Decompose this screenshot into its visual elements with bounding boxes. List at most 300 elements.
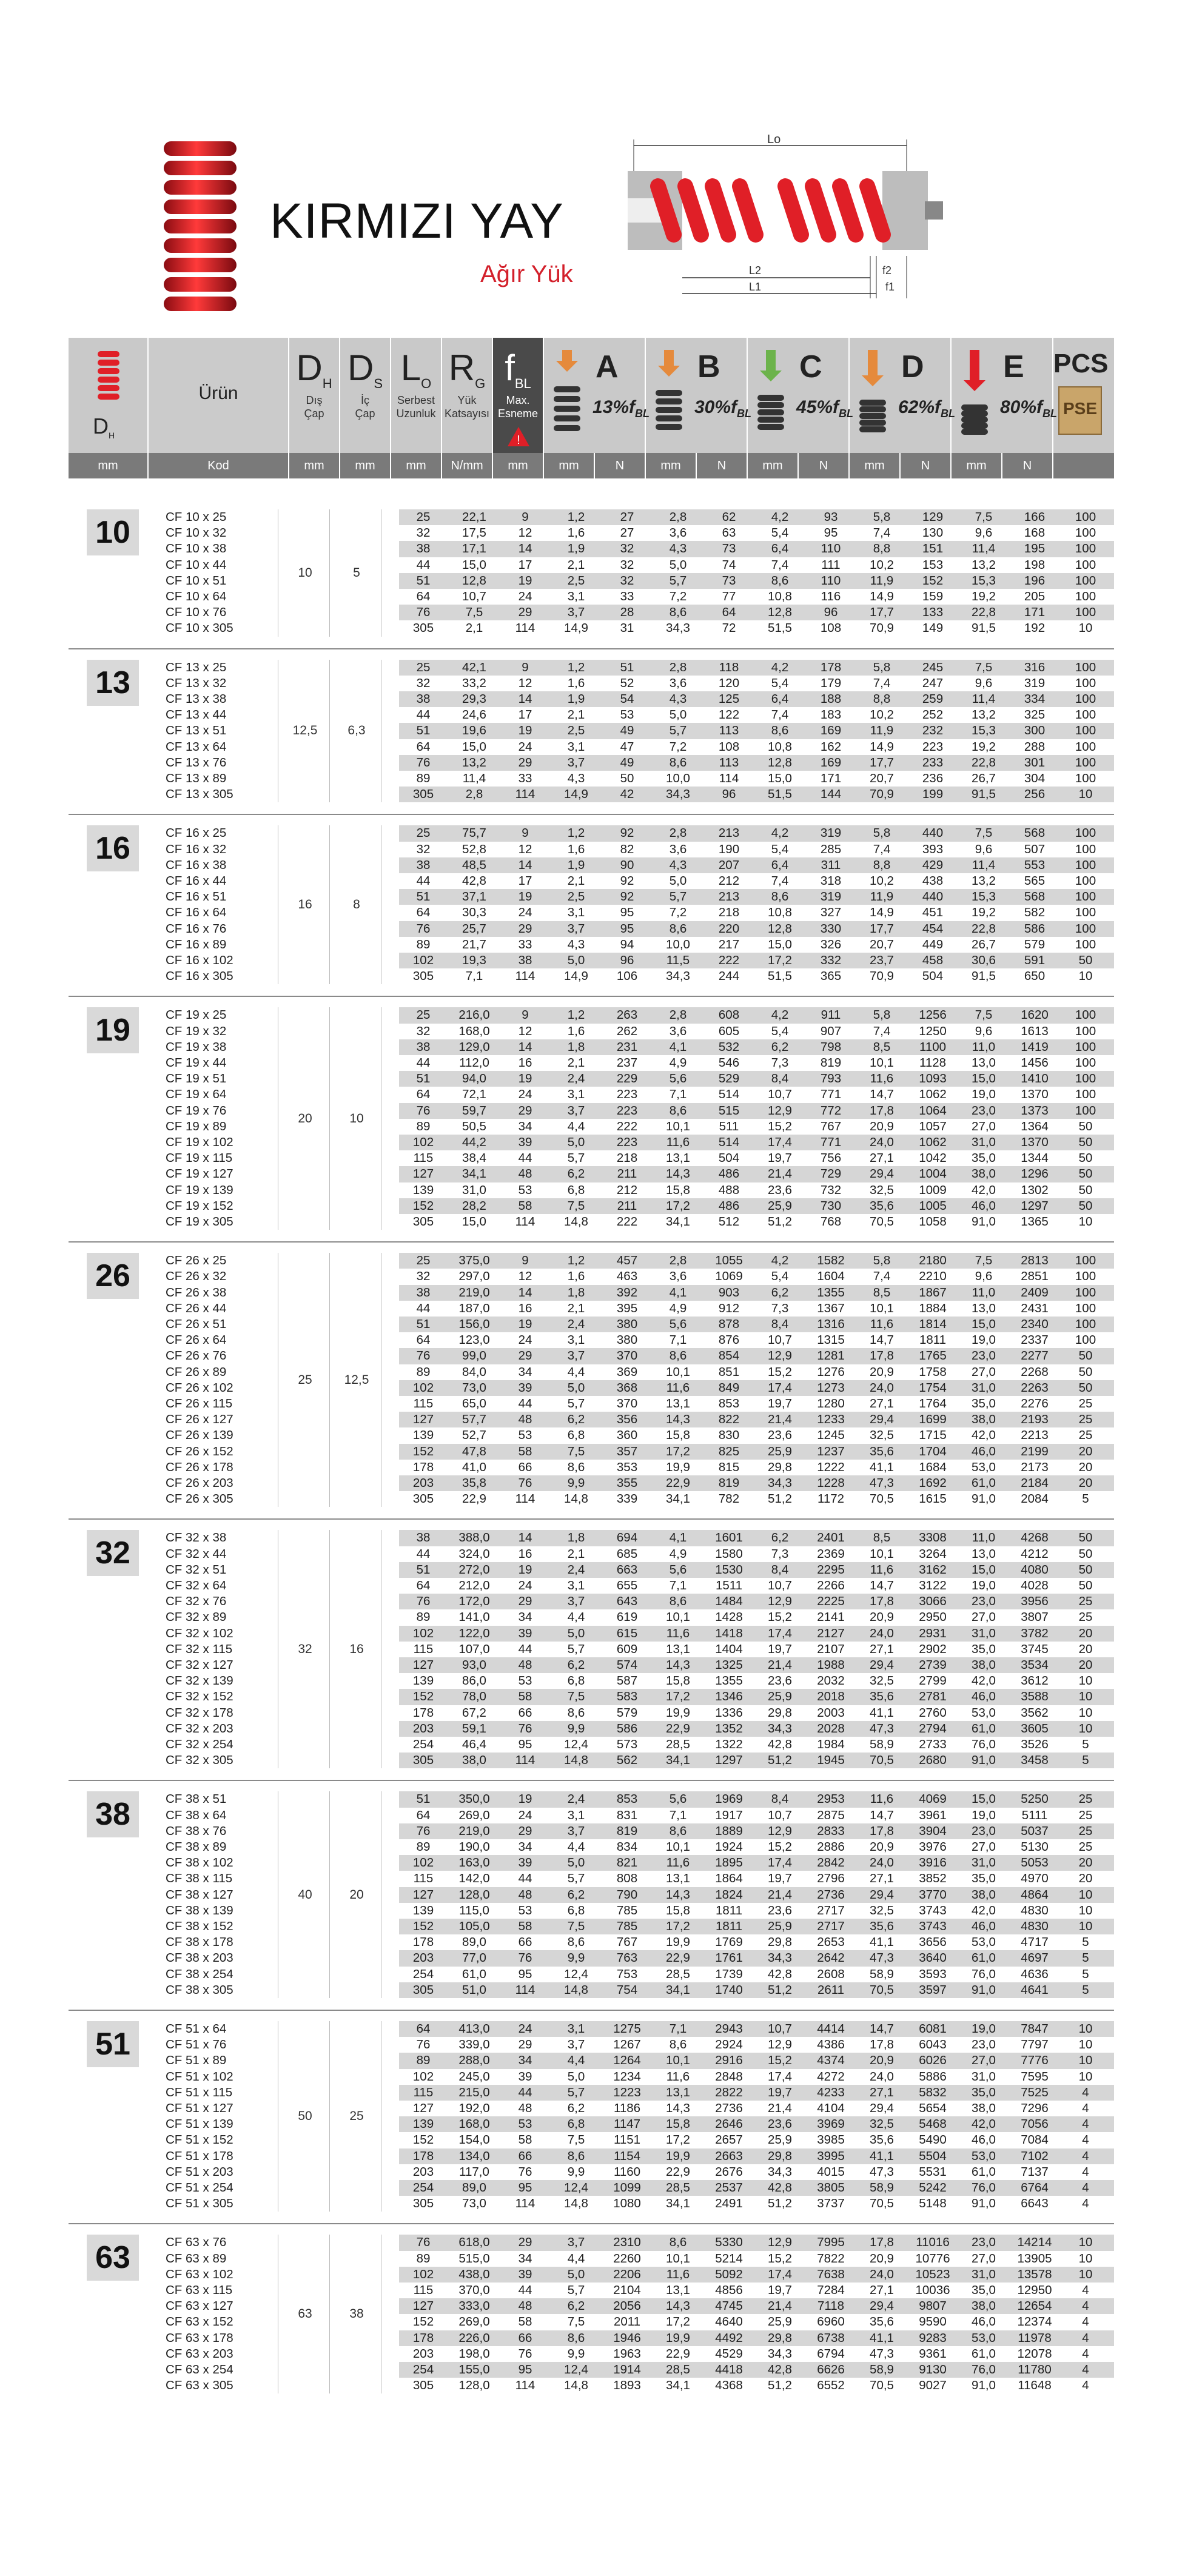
table-cell: 74: [722, 557, 736, 572]
table-cell: 15,3: [972, 573, 996, 588]
table-cell: 5: [1082, 1492, 1089, 1506]
table-cell: 198: [1024, 557, 1046, 572]
table-cell: 54: [620, 691, 634, 706]
table-cell: 10,0: [666, 937, 690, 951]
table-cell: 1917: [715, 1808, 743, 1822]
table-cell: 29,4: [870, 1887, 894, 1902]
table-cell: 380: [616, 1333, 638, 1347]
table-cell: 10,2: [870, 873, 894, 888]
table-row: [69, 1301, 1114, 1317]
table-cell: 9590: [919, 2315, 947, 2329]
table-cell: 262: [616, 1024, 638, 1038]
table-cell: 19,9: [666, 1935, 690, 1950]
table-cell: 77: [722, 589, 736, 603]
table-cell: 24,0: [870, 1135, 894, 1149]
table-cell: 4233: [817, 2085, 845, 2099]
table-cell: 20,7: [870, 771, 894, 785]
table-cell: 7,5: [567, 1689, 585, 1704]
table-cell: 76,0: [972, 2181, 996, 2195]
table-cell: 196: [1024, 573, 1046, 588]
table-cell: 17,7: [870, 755, 894, 770]
table-cell: 7,5: [975, 660, 993, 674]
table-cell: 46,0: [972, 1919, 996, 1933]
table-cell: 252: [922, 708, 944, 722]
table-row: [69, 1491, 1114, 1507]
table-cell: 29: [518, 1823, 532, 1838]
table-cell: 76: [416, 1103, 431, 1118]
table-cell: 106: [616, 969, 638, 984]
table-cell: 1,9: [567, 542, 585, 556]
table-cell: 5,0: [669, 873, 687, 888]
table-cell: 1154: [613, 2148, 641, 2163]
table-cell: 34,3: [768, 1951, 792, 1965]
table-cell: 44: [416, 1546, 431, 1561]
table-cell: 2,1: [567, 1546, 585, 1561]
table-cell: 24: [518, 589, 532, 603]
table-cell: 78,0: [462, 1689, 486, 1704]
table-cell: 4830: [1021, 1919, 1049, 1933]
table-cell: 89: [416, 1364, 431, 1379]
table-row: [69, 2069, 1114, 2085]
table-cell: 44: [518, 1151, 532, 1166]
unit-cell: mm: [340, 453, 391, 478]
table-cell: 4: [1082, 2101, 1089, 2115]
table-cell: 3,6: [669, 1269, 687, 1284]
table-cell: 7102: [1021, 2148, 1049, 2163]
table-cell: 2902: [919, 1642, 947, 1656]
table-cell: 10,1: [666, 1364, 690, 1379]
table-cell: 3743: [919, 1903, 947, 1917]
table-cell: 20,9: [870, 1839, 894, 1854]
unit-cell: mm: [391, 453, 442, 478]
table-cell: 14,3: [666, 1657, 690, 1672]
table-cell: 2184: [1021, 1475, 1049, 1490]
table-row: [69, 2085, 1114, 2101]
table-row: [69, 1285, 1114, 1301]
table-cell: 316: [1024, 660, 1046, 674]
table-cell: 21,4: [768, 2299, 792, 2313]
table-cell: 195: [1024, 542, 1046, 556]
table-cell: 11,9: [870, 723, 894, 738]
table-cell: 605: [718, 1024, 740, 1038]
table-cell: 297,0: [458, 1269, 490, 1284]
table-cell: 17,8: [870, 1594, 894, 1609]
product-code: CF 38 x 89: [166, 1839, 227, 1854]
table-cell: 100: [1075, 857, 1096, 872]
table-cell: 486: [718, 1167, 740, 1181]
table-cell: 110: [821, 542, 841, 556]
product-code: CF 19 x 115: [166, 1151, 233, 1166]
table-row: [69, 1737, 1114, 1753]
table-cell: 8,6: [567, 1935, 585, 1950]
table-cell: 4641: [1021, 1982, 1049, 1997]
table-cell: 95: [518, 1737, 532, 1751]
product-code: CF 26 x 38: [166, 1285, 227, 1300]
unit-cell: mm: [952, 453, 1002, 478]
table-cell: 15,0: [972, 1317, 996, 1331]
table-cell: 5,8: [873, 660, 891, 674]
table-cell: 3,7: [567, 1594, 585, 1609]
table-cell: 35,6: [870, 2133, 894, 2147]
inner-diameter-value: 10: [349, 1111, 364, 1125]
table-cell: 163,0: [458, 1856, 490, 1870]
table-cell: 4717: [1021, 1935, 1049, 1950]
table-cell: 114: [515, 1214, 535, 1229]
table-cell: 1004: [919, 1167, 947, 1181]
table-cell: 29: [518, 921, 532, 936]
table-cell: 5111: [1021, 1808, 1048, 1822]
table-cell: 4,9: [669, 1546, 687, 1561]
table-row: [69, 1705, 1114, 1721]
table-cell: 19,2: [972, 739, 996, 754]
table-cell: 254: [412, 2362, 434, 2376]
table-cell: 5,7: [567, 1871, 585, 1886]
table-cell: 10: [1078, 2053, 1093, 2068]
table-cell: 1,2: [567, 510, 585, 524]
product-code: CF 19 x 139: [166, 1182, 233, 1197]
table-cell: 95: [518, 1967, 532, 1981]
product-code: CF 38 x 127: [166, 1887, 233, 1902]
table-cell: 1367: [817, 1301, 845, 1315]
table-cell: 100: [1075, 573, 1096, 588]
table-cell: 7,3: [771, 1055, 789, 1070]
table-cell: 53: [518, 1182, 532, 1197]
table-cell: 8,6: [669, 2038, 687, 2052]
table-cell: 4,4: [567, 1610, 585, 1625]
table-cell: 162: [820, 739, 842, 754]
table-cell: 15,0: [462, 557, 486, 572]
table-cell: 159: [922, 589, 944, 603]
table-cell: 19: [518, 1792, 532, 1806]
table-cell: 5: [1082, 1951, 1089, 1965]
table-cell: 8,6: [669, 2235, 687, 2250]
product-code: CF 10 x 76: [166, 605, 227, 620]
table-cell: 20: [1078, 1871, 1093, 1886]
table-cell: 14,8: [564, 2378, 588, 2393]
table-cell: 152: [412, 2315, 434, 2329]
table-cell: 6,4: [771, 542, 789, 556]
table-cell: 1761: [715, 1951, 743, 1965]
table-cell: 1055: [715, 1253, 743, 1268]
table-cell: 2,1: [567, 873, 585, 888]
table-cell: 7084: [1021, 2133, 1049, 2147]
table-cell: 3,7: [567, 921, 585, 936]
table-cell: 2950: [919, 1610, 947, 1625]
table-cell: 7,4: [873, 1024, 891, 1038]
table-cell: 9: [522, 1253, 529, 1268]
table-cell: 2277: [1021, 1349, 1049, 1363]
product-code: CF 19 x 305: [166, 1214, 233, 1229]
table-cell: 5: [1082, 1737, 1089, 1751]
table-cell: 3162: [919, 1562, 947, 1577]
table-cell: 4,4: [567, 1364, 585, 1379]
group-size-label: 10: [87, 509, 139, 555]
table-cell: 11,5: [666, 953, 690, 967]
table-cell: 42,0: [972, 1674, 996, 1688]
table-cell: 12,9: [768, 1349, 792, 1363]
table-cell: 34,3: [666, 787, 690, 802]
table-cell: 333,0: [458, 2299, 490, 2313]
table-cell: 8,5: [873, 1531, 891, 1545]
product-code: CF 13 x 305: [166, 787, 233, 802]
table-cell: 8,5: [873, 1285, 891, 1300]
table-cell: 24,0: [870, 2267, 894, 2281]
table-cell: 10,2: [870, 557, 894, 572]
table-cell: 29,4: [870, 2101, 894, 2115]
table-cell: 11,4: [972, 542, 996, 556]
table-cell: 42,8: [768, 1967, 792, 1981]
table-cell: 13,2: [462, 755, 486, 770]
table-row: [69, 905, 1114, 921]
table-row: [69, 1039, 1114, 1055]
outer-diameter-value: 63: [298, 2307, 312, 2321]
table-cell: 5531: [919, 2164, 947, 2179]
pse-badge: PSE: [1058, 386, 1102, 435]
table-cell: 1172: [817, 1492, 845, 1506]
table-cell: 288: [1024, 739, 1046, 754]
product-code: CF 13 x 64: [166, 739, 227, 754]
table-cell: 586: [616, 1721, 638, 1736]
table-cell: 304: [1024, 771, 1046, 785]
table-cell: 12,9: [768, 1823, 792, 1838]
table-cell: 8,6: [567, 1460, 585, 1474]
product-code: CF 26 x 115: [166, 1396, 233, 1410]
table-cell: 7,4: [873, 1269, 891, 1284]
table-cell: 3,7: [567, 755, 585, 770]
table-cell: 22,9: [666, 2346, 690, 2361]
table-cell: 37,1: [462, 890, 486, 904]
table-cell: 4: [1082, 2085, 1089, 2099]
table-row: [69, 1269, 1114, 1284]
table-cell: 14,7: [870, 1333, 894, 1347]
table-cell: 27,0: [972, 2053, 996, 2068]
table-cell: 1,2: [567, 660, 585, 674]
table-cell: 11,9: [870, 890, 894, 904]
table-cell: 10,1: [666, 1839, 690, 1854]
table-cell: 11,6: [666, 2267, 690, 2281]
table-cell: 311: [821, 857, 841, 872]
table-cell: 14,3: [666, 2101, 690, 2115]
table-cell: 15,8: [666, 1428, 690, 1443]
table-cell: 134,0: [458, 2148, 490, 2163]
table-cell: 91,0: [972, 1982, 996, 1997]
table-cell: 34,1: [666, 1982, 690, 1997]
table-cell: 851: [718, 1364, 740, 1379]
table-cell: 5,0: [567, 2069, 585, 2084]
table-cell: 821: [616, 1856, 638, 1870]
inner-diameter-value: 6,3: [347, 723, 366, 738]
table-cell: 212: [616, 1182, 638, 1197]
product-code: CF 38 x 51: [166, 1792, 227, 1806]
table-cell: 2337: [1021, 1333, 1049, 1347]
table-cell: 51,5: [768, 969, 792, 984]
product-code: CF 51 x 305: [166, 2196, 233, 2211]
table-cell: 7,5: [567, 1919, 585, 1933]
table-cell: 4,4: [567, 2053, 585, 2068]
table-cell: 50: [1078, 1198, 1093, 1213]
table-cell: 1237: [817, 1444, 845, 1458]
table-cell: 25: [1078, 1610, 1093, 1625]
table-cell: 12,4: [564, 1737, 588, 1751]
table-cell: 2953: [817, 1792, 845, 1806]
table-cell: 305: [412, 1753, 434, 1768]
table-cell: 19,7: [768, 2283, 792, 2297]
table-cell: 7,2: [669, 905, 687, 920]
table-cell: 11,6: [870, 1562, 894, 1577]
table-cell: 236: [922, 771, 944, 785]
table-cell: 152: [412, 1689, 434, 1704]
table-cell: 6,2: [771, 1531, 789, 1545]
table-cell: 10: [1078, 1887, 1093, 1902]
table-cell: 53,0: [972, 2148, 996, 2163]
table-cell: 203: [412, 1721, 434, 1736]
table-cell: 100: [1075, 826, 1096, 840]
table-cell: 2611: [817, 1982, 845, 1997]
product-code: CF 51 x 89: [166, 2053, 227, 2068]
table-row: [69, 1950, 1114, 1966]
table-cell: 42,8: [768, 1737, 792, 1751]
table-cell: 15,3: [972, 890, 996, 904]
table-cell: 15,8: [666, 2117, 690, 2132]
table-cell: 10: [1078, 787, 1093, 802]
table-cell: 89: [416, 937, 431, 951]
table-cell: 334: [1024, 691, 1046, 706]
table-cell: 58,9: [870, 1737, 894, 1751]
table-row: [69, 2298, 1114, 2314]
table-cell: 23,6: [768, 2117, 792, 2132]
table-cell: 2760: [919, 1705, 947, 1720]
table-cell: 10,7: [462, 589, 486, 603]
table-cell: 10,1: [870, 1301, 894, 1315]
header-rg: $R_G$ Yük Katsayısı: [442, 338, 493, 453]
table-cell: 7,4: [873, 676, 891, 690]
table-cell: 94: [620, 937, 634, 951]
table-cell: 25: [1078, 1839, 1093, 1854]
table-cell: 3,7: [567, 1349, 585, 1363]
table-cell: 17,2: [768, 953, 792, 967]
table-cell: 7,5: [465, 605, 483, 620]
table-cell: 9130: [919, 2362, 947, 2376]
table-cell: 12,9: [768, 1594, 792, 1609]
product-code: CF 63 x 89: [166, 2251, 227, 2266]
table-cell: 67,2: [462, 1705, 486, 1720]
product-code: CF 63 x 152: [166, 2315, 233, 2329]
table-cell: 2141: [817, 1610, 845, 1625]
table-cell: 100: [1075, 660, 1096, 674]
table-cell: 339: [616, 1492, 638, 1506]
table-cell: 25: [416, 660, 431, 674]
product-code: CF 19 x 64: [166, 1087, 227, 1102]
table-cell: 504: [922, 969, 944, 984]
unit-cell: N: [901, 453, 952, 478]
table-cell: 73: [722, 542, 736, 556]
table-cell: 25: [1078, 1396, 1093, 1410]
table-cell: 32,5: [870, 1182, 894, 1197]
table-cell: 51: [416, 573, 431, 588]
table-row: [69, 1823, 1114, 1839]
page-subtitle: Ağır Yük: [480, 261, 573, 287]
table-cell: 77,0: [462, 1951, 486, 1965]
spring-dimension-diagram: [622, 135, 943, 317]
table-cell: 269,0: [458, 1808, 490, 1822]
table-cell: 15,0: [972, 1072, 996, 1086]
unit-cell: N: [1002, 453, 1053, 478]
product-code: CF 19 x 44: [166, 1055, 227, 1070]
product-code: CF 13 x 44: [166, 708, 227, 722]
table-cell: 4,4: [567, 2251, 585, 2266]
table-cell: 2,4: [567, 1317, 585, 1331]
table-cell: 2848: [715, 2069, 743, 2084]
table-cell: 25: [1078, 1792, 1093, 1806]
group-size-label: 38: [87, 1791, 139, 1837]
table-row: [69, 509, 1114, 525]
table-cell: 2,4: [567, 1562, 585, 1577]
table-cell: 25,9: [768, 2315, 792, 2329]
table-cell: 128,0: [458, 2378, 490, 2393]
table-cell: 21,7: [462, 937, 486, 951]
table-cell: 100: [1075, 691, 1096, 706]
table-row: [69, 525, 1114, 541]
table-cell: 142,0: [458, 1871, 490, 1886]
table-cell: 53: [518, 1674, 532, 1688]
table-cell: 574: [616, 1657, 638, 1672]
table-cell: 1062: [919, 1135, 947, 1149]
table-cell: 89: [416, 1839, 431, 1854]
table-cell: 1370: [1021, 1087, 1049, 1102]
table-cell: 2813: [1021, 1253, 1049, 1268]
table-cell: 100: [1075, 510, 1096, 524]
table-cell: 76,0: [972, 1967, 996, 1981]
product-code: CF 32 x 51: [166, 1562, 227, 1577]
table-cell: 14,9: [564, 969, 588, 984]
table-cell: 223: [616, 1135, 638, 1149]
table-cell: 27,1: [870, 1642, 894, 1656]
spring-group: [69, 2235, 1114, 2393]
table-cell: 1484: [715, 1594, 743, 1609]
table-cell: 213: [718, 826, 740, 840]
table-cell: 368: [616, 1380, 638, 1395]
table-cell: 3,6: [669, 842, 687, 856]
table-cell: 3526: [1021, 1737, 1049, 1751]
table-cell: 19,7: [768, 1871, 792, 1886]
table-cell: 7,4: [771, 873, 789, 888]
table-cell: 91,5: [972, 969, 996, 984]
table-cell: 51,5: [768, 621, 792, 636]
table-cell: 139: [412, 2117, 434, 2132]
table-cell: 99,0: [462, 1349, 486, 1363]
table-cell: 17,8: [870, 2038, 894, 2052]
table-cell: 1355: [715, 1674, 743, 1688]
table-cell: 1,6: [567, 526, 585, 540]
table-cell: 47,3: [870, 1721, 894, 1736]
table-cell: 19: [518, 1562, 532, 1577]
table-cell: 120: [718, 676, 740, 690]
table-row: [69, 739, 1114, 755]
table-cell: 663: [616, 1562, 638, 1577]
table-cell: 14,3: [666, 1887, 690, 1902]
table-row: [69, 1214, 1114, 1230]
inner-diameter-value: 20: [349, 1887, 364, 1902]
table-cell: 76: [416, 921, 431, 936]
table-cell: 32,5: [870, 1428, 894, 1443]
table-cell: 771: [820, 1135, 842, 1149]
table-cell: 7,1: [669, 1808, 687, 1822]
table-cell: 100: [1075, 771, 1096, 785]
table-row: [69, 1166, 1114, 1182]
table-row: [69, 873, 1114, 889]
table-cell: 52,7: [462, 1428, 486, 1443]
table-cell: 29,8: [768, 2148, 792, 2163]
